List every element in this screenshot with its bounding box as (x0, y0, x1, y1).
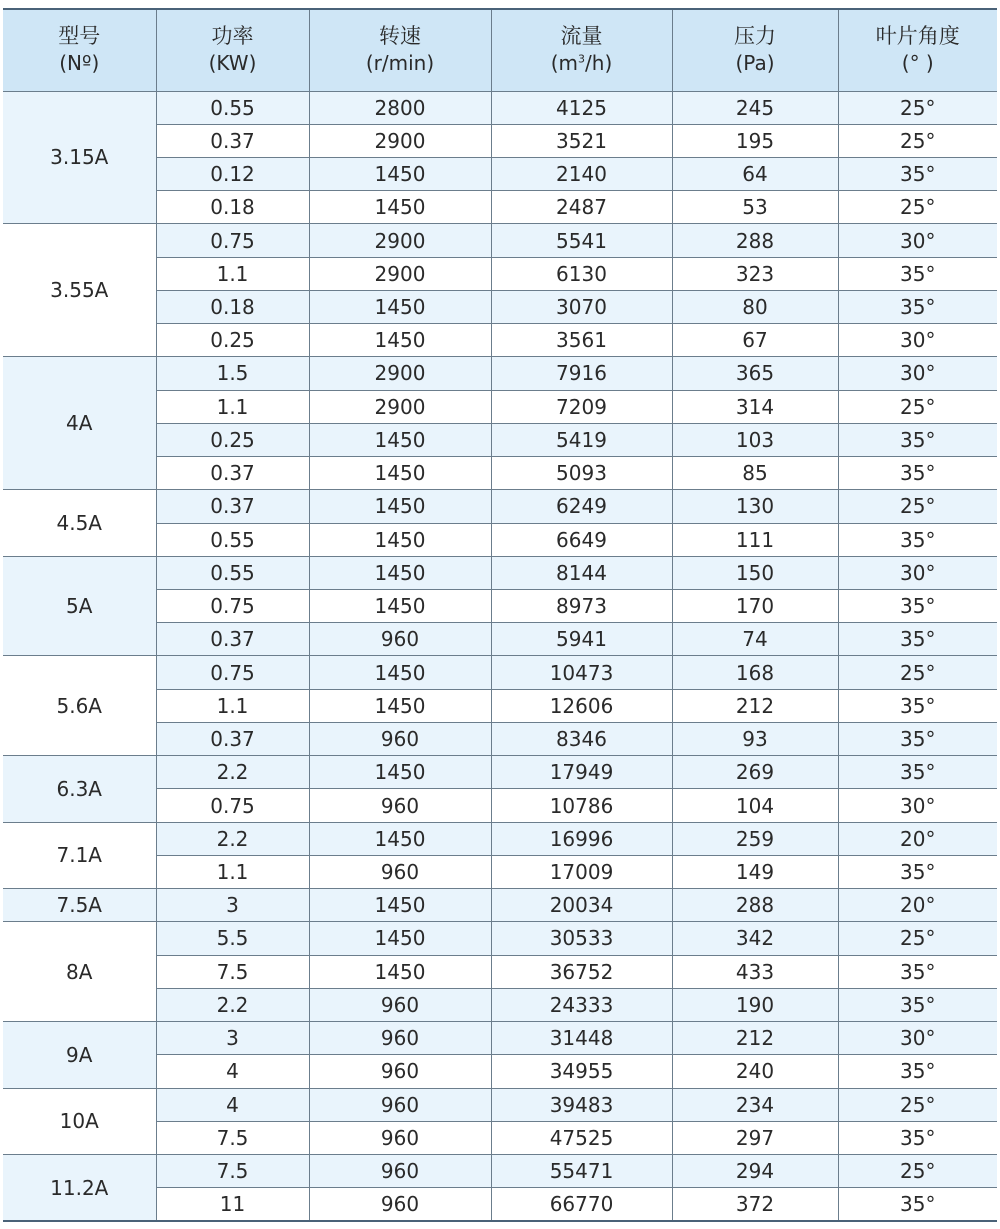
header-speed (309, 9, 491, 91)
table-row (3, 889, 997, 922)
pressure-cell: 314 (672, 390, 838, 423)
header-flow (491, 9, 672, 91)
table-row (3, 556, 997, 589)
pressure-cell: 288 (672, 224, 838, 257)
pressure-cell: 190 (672, 988, 838, 1021)
model-cell: 8A (3, 922, 156, 1022)
angle-cell: 35° (838, 623, 997, 656)
speed-cell: 960 (309, 789, 491, 822)
model-cell: 3.55A (3, 224, 156, 357)
power-cell: 5.5 (156, 922, 309, 955)
model-cell: 7.5A (3, 889, 156, 922)
speed-cell: 1450 (309, 889, 491, 922)
power-cell: 3 (156, 889, 309, 922)
angle-cell: 25° (838, 922, 997, 955)
flow-cell: 10786 (491, 789, 672, 822)
angle-cell: 35° (838, 257, 997, 290)
model-cell: 3.15A (3, 91, 156, 224)
angle-cell: 25° (838, 490, 997, 523)
angle-cell: 35° (838, 1055, 997, 1088)
speed-cell: 1450 (309, 822, 491, 855)
power-cell: 0.55 (156, 91, 309, 124)
flow-cell: 3521 (491, 124, 672, 157)
pressure-cell: 111 (672, 523, 838, 556)
header-pressure-unit: (Pa) (735, 51, 775, 76)
angle-cell: 30° (838, 324, 997, 357)
table-row (3, 1022, 997, 1055)
power-cell: 7.5 (156, 1155, 309, 1188)
power-cell: 0.75 (156, 789, 309, 822)
speed-cell: 1450 (309, 689, 491, 722)
pressure-cell: 150 (672, 556, 838, 589)
speed-cell: 1450 (309, 922, 491, 955)
table-row (3, 224, 997, 257)
speed-cell: 1450 (309, 324, 491, 357)
power-cell: 0.37 (156, 124, 309, 157)
angle-cell: 35° (838, 1188, 997, 1221)
header-speed-label: 转速 (379, 24, 421, 49)
table-row (3, 91, 997, 124)
power-cell: 1.1 (156, 390, 309, 423)
flow-cell: 5941 (491, 623, 672, 656)
angle-cell: 35° (838, 689, 997, 722)
header-flow-unit-sup: 3 (578, 52, 586, 66)
angle-cell: 25° (838, 124, 997, 157)
model-cell: 10A (3, 1088, 156, 1154)
power-cell: 7.5 (156, 1121, 309, 1154)
angle-cell: 35° (838, 423, 997, 456)
angle-cell: 35° (838, 988, 997, 1021)
flow-cell: 2140 (491, 157, 672, 190)
flow-cell: 31448 (491, 1022, 672, 1055)
model-cell: 7.1A (3, 822, 156, 888)
flow-cell: 66770 (491, 1188, 672, 1221)
pressure-cell: 297 (672, 1121, 838, 1154)
power-cell: 0.18 (156, 191, 309, 224)
speed-cell: 2900 (309, 257, 491, 290)
header-power-unit: (KW) (208, 51, 257, 76)
power-cell: 4 (156, 1055, 309, 1088)
power-cell: 2.2 (156, 822, 309, 855)
angle-cell: 30° (838, 224, 997, 257)
power-cell: 4 (156, 1088, 309, 1121)
power-cell: 1.1 (156, 257, 309, 290)
speed-cell: 1450 (309, 656, 491, 689)
pressure-cell: 103 (672, 423, 838, 456)
model-cell: 5.6A (3, 656, 156, 756)
speed-cell: 2900 (309, 224, 491, 257)
table-row (3, 490, 997, 523)
flow-cell: 5093 (491, 457, 672, 490)
flow-cell: 30533 (491, 922, 672, 955)
power-cell: 3 (156, 1022, 309, 1055)
power-cell: 0.75 (156, 656, 309, 689)
angle-cell: 35° (838, 457, 997, 490)
flow-cell: 36752 (491, 955, 672, 988)
power-cell: 0.25 (156, 324, 309, 357)
speed-cell: 960 (309, 1055, 491, 1088)
flow-cell: 34955 (491, 1055, 672, 1088)
model-cell: 9A (3, 1022, 156, 1088)
model-cell: 4.5A (3, 490, 156, 556)
angle-cell: 25° (838, 91, 997, 124)
flow-cell: 24333 (491, 988, 672, 1021)
header-row (3, 9, 997, 91)
speed-cell: 960 (309, 722, 491, 755)
angle-cell: 25° (838, 390, 997, 423)
speed-cell: 2900 (309, 124, 491, 157)
speed-cell: 1450 (309, 590, 491, 623)
speed-cell: 960 (309, 1121, 491, 1154)
header-model-unit: (Nº) (59, 51, 100, 76)
pressure-cell: 64 (672, 157, 838, 190)
speed-cell: 1450 (309, 523, 491, 556)
speed-cell: 960 (309, 1155, 491, 1188)
power-cell: 0.37 (156, 623, 309, 656)
angle-cell: 25° (838, 191, 997, 224)
flow-cell: 7209 (491, 390, 672, 423)
flow-cell: 17009 (491, 855, 672, 888)
power-cell: 0.37 (156, 457, 309, 490)
angle-cell: 25° (838, 656, 997, 689)
pressure-cell: 234 (672, 1088, 838, 1121)
power-cell: 2.2 (156, 756, 309, 789)
header-flow-unit (492, 50, 672, 77)
angle-cell: 35° (838, 1121, 997, 1154)
angle-cell: 20° (838, 822, 997, 855)
speed-cell: 1450 (309, 457, 491, 490)
pressure-cell: 80 (672, 290, 838, 323)
pressure-cell: 323 (672, 257, 838, 290)
flow-cell: 6130 (491, 257, 672, 290)
speed-cell: 2900 (309, 357, 491, 390)
pressure-cell: 130 (672, 490, 838, 523)
speed-cell: 1450 (309, 490, 491, 523)
power-cell: 0.12 (156, 157, 309, 190)
header-speed-unit: (r/min) (365, 51, 435, 76)
speed-cell: 2800 (309, 91, 491, 124)
power-cell: 0.75 (156, 590, 309, 623)
pressure-cell: 168 (672, 656, 838, 689)
power-cell: 0.55 (156, 523, 309, 556)
power-cell: 0.18 (156, 290, 309, 323)
table-row (3, 822, 997, 855)
angle-cell: 35° (838, 523, 997, 556)
angle-cell: 35° (838, 722, 997, 755)
power-cell: 0.75 (156, 224, 309, 257)
table-row (3, 1155, 997, 1188)
speed-cell: 960 (309, 855, 491, 888)
speed-cell: 960 (309, 623, 491, 656)
angle-cell: 35° (838, 955, 997, 988)
pressure-cell: 149 (672, 855, 838, 888)
flow-cell: 8973 (491, 590, 672, 623)
power-cell: 1.5 (156, 357, 309, 390)
flow-cell: 6649 (491, 523, 672, 556)
flow-cell: 10473 (491, 656, 672, 689)
header-flow-unit-post: /h) (585, 51, 613, 76)
header-blade-angle-unit: (° ) (901, 51, 934, 76)
power-cell: 0.55 (156, 556, 309, 589)
pressure-cell: 288 (672, 889, 838, 922)
flow-cell: 5419 (491, 423, 672, 456)
header-pressure-label: 压力 (734, 24, 776, 49)
angle-cell: 25° (838, 1088, 997, 1121)
pressure-cell: 195 (672, 124, 838, 157)
angle-cell: 30° (838, 357, 997, 390)
pressure-cell: 93 (672, 722, 838, 755)
angle-cell: 20° (838, 889, 997, 922)
speed-cell: 1450 (309, 556, 491, 589)
pressure-cell: 170 (672, 590, 838, 623)
speed-cell: 1450 (309, 157, 491, 190)
flow-cell: 6249 (491, 490, 672, 523)
fan-spec-table (3, 8, 997, 1222)
flow-cell: 16996 (491, 822, 672, 855)
header-flow-label: 流量 (560, 24, 603, 49)
model-cell: 4A (3, 357, 156, 490)
angle-cell: 30° (838, 1022, 997, 1055)
header-flow-unit-pre: (m (550, 51, 579, 76)
table-row (3, 1088, 997, 1121)
power-cell: 0.37 (156, 490, 309, 523)
angle-cell: 35° (838, 590, 997, 623)
speed-cell: 1450 (309, 423, 491, 456)
header-model (3, 9, 156, 91)
power-cell: 0.37 (156, 722, 309, 755)
speed-cell: 960 (309, 1188, 491, 1221)
power-cell: 1.1 (156, 689, 309, 722)
flow-cell: 4125 (491, 91, 672, 124)
table-row (3, 656, 997, 689)
pressure-cell: 212 (672, 1022, 838, 1055)
pressure-cell: 67 (672, 324, 838, 357)
pressure-cell: 294 (672, 1155, 838, 1188)
speed-cell: 1450 (309, 756, 491, 789)
power-cell: 1.1 (156, 855, 309, 888)
pressure-cell: 433 (672, 955, 838, 988)
flow-cell: 55471 (491, 1155, 672, 1188)
flow-cell: 5541 (491, 224, 672, 257)
flow-cell: 2487 (491, 191, 672, 224)
speed-cell: 960 (309, 1088, 491, 1121)
flow-cell: 12606 (491, 689, 672, 722)
pressure-cell: 53 (672, 191, 838, 224)
header-blade-angle (838, 9, 997, 91)
power-cell: 0.25 (156, 423, 309, 456)
header-pressure (672, 9, 838, 91)
pressure-cell: 259 (672, 822, 838, 855)
pressure-cell: 85 (672, 457, 838, 490)
pressure-cell: 212 (672, 689, 838, 722)
model-cell: 11.2A (3, 1155, 156, 1222)
speed-cell: 1450 (309, 191, 491, 224)
flow-cell: 8144 (491, 556, 672, 589)
model-cell: 6.3A (3, 756, 156, 822)
flow-cell: 20034 (491, 889, 672, 922)
flow-cell: 17949 (491, 756, 672, 789)
model-cell: 5A (3, 556, 156, 656)
pressure-cell: 74 (672, 623, 838, 656)
table-header (3, 9, 997, 91)
flow-cell: 39483 (491, 1088, 672, 1121)
power-cell: 2.2 (156, 988, 309, 1021)
table-row (3, 922, 997, 955)
header-power (156, 9, 309, 91)
flow-cell: 7916 (491, 357, 672, 390)
pressure-cell: 372 (672, 1188, 838, 1221)
speed-cell: 1450 (309, 290, 491, 323)
power-cell: 7.5 (156, 955, 309, 988)
speed-cell: 2900 (309, 390, 491, 423)
angle-cell: 25° (838, 1155, 997, 1188)
pressure-cell: 240 (672, 1055, 838, 1088)
flow-cell: 47525 (491, 1121, 672, 1154)
header-blade-angle-label: 叶片角度 (875, 24, 960, 49)
speed-cell: 960 (309, 988, 491, 1021)
angle-cell: 30° (838, 789, 997, 822)
pressure-cell: 104 (672, 789, 838, 822)
speed-cell: 1450 (309, 955, 491, 988)
pressure-cell: 342 (672, 922, 838, 955)
angle-cell: 35° (838, 290, 997, 323)
table-row (3, 357, 997, 390)
angle-cell: 35° (838, 855, 997, 888)
angle-cell: 35° (838, 157, 997, 190)
header-power-label: 功率 (211, 24, 254, 49)
angle-cell: 30° (838, 556, 997, 589)
pressure-cell: 245 (672, 91, 838, 124)
power-cell: 11 (156, 1188, 309, 1221)
flow-cell: 3070 (491, 290, 672, 323)
table-row (3, 756, 997, 789)
pressure-cell: 365 (672, 357, 838, 390)
flow-cell: 8346 (491, 722, 672, 755)
flow-cell: 3561 (491, 324, 672, 357)
header-model-label: 型号 (58, 24, 101, 49)
speed-cell: 960 (309, 1022, 491, 1055)
table-body (3, 91, 997, 1221)
angle-cell: 35° (838, 756, 997, 789)
pressure-cell: 269 (672, 756, 838, 789)
